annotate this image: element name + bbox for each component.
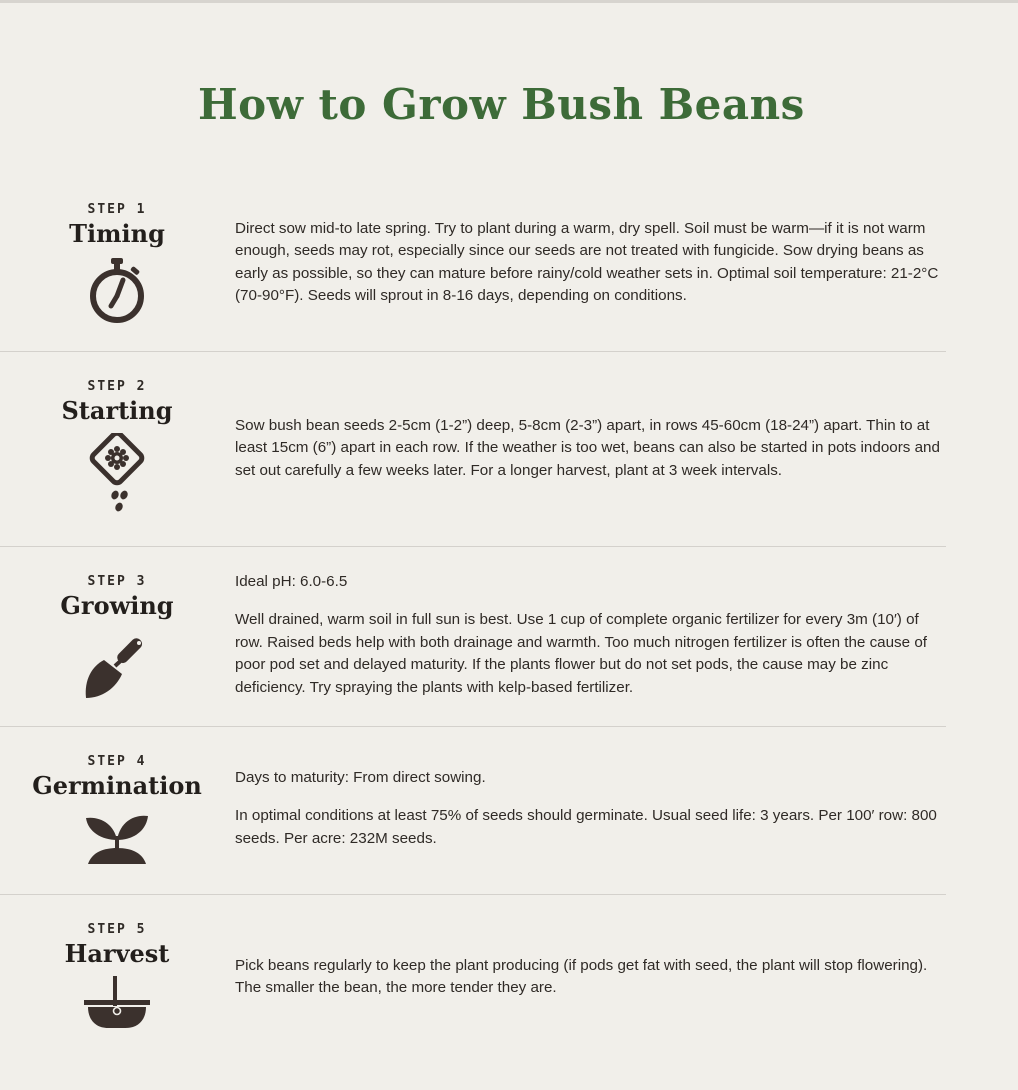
step-4-header xyxy=(0,754,234,864)
step-1-header xyxy=(0,202,234,326)
step-2-header xyxy=(0,379,234,515)
seed-packet-icon xyxy=(82,433,152,515)
divider xyxy=(0,894,946,895)
step-5-header xyxy=(0,922,234,1032)
step-name: Germination xyxy=(32,771,202,800)
step-label: STEP 5 xyxy=(87,922,147,937)
step-paragraph: Ideal pH: 6.0-6.5 xyxy=(235,573,348,590)
step-label: STEP 2 xyxy=(87,379,147,394)
step-label: STEP 1 xyxy=(87,202,147,217)
step-name: Harvest xyxy=(64,939,170,968)
step-name: Growing xyxy=(60,591,174,620)
page-title: How to Grow Bush Beans xyxy=(198,80,805,129)
step-paragraph: Direct sow mid-to late spring. Try to plant during a warm, dry spell. Soil must be warm—if it is not warm enough, seeds may rot, especially since our seeds are not treated with fungicide. Sow drying beans as early as possible, so they can mature before rainy/cold weather sets in. Optimal soil temperature: 21-2°C (70-90°F). Seeds will sprout in 8-16 days, depending on conditions. xyxy=(235,220,939,305)
trowel-icon xyxy=(82,628,152,702)
step-paragraph: In optimal conditions at least 75% of seeds should germinate. Usual seed life: 3 years. Per 100′ row: 800 seeds. Per acre: 232M seeds. xyxy=(235,807,937,847)
basket-icon xyxy=(82,976,152,1032)
divider xyxy=(0,546,946,547)
stopwatch-icon xyxy=(87,256,147,326)
divider xyxy=(0,726,946,727)
step-paragraph: Days to maturity: From direct sowing. xyxy=(235,769,486,786)
step-label: STEP 3 xyxy=(87,574,147,589)
divider xyxy=(0,351,946,352)
sprout-icon xyxy=(84,808,150,864)
step-paragraph: Well drained, warm soil in full sun is best. Use 1 cup of complete organic fertilizer for every 3m (10′) of row. Raised beds help with both drainage and warmth. Too much nitrogen fertilizer is often the cause of poor pod set and delayed maturity. If the plants flower but do not set pods, the cause may be zinc deficiency. Try spraying the plants with kelp-based fertilizer. xyxy=(235,611,927,696)
step-name: Starting xyxy=(61,396,173,425)
step-paragraph: Sow bush bean seeds 2-5cm (1-2”) deep, 5-8cm (2-3”) apart, in rows 45-60cm (18-24”) apart. Thin to at least 15cm (6”) apart in each row. If the weather is too wet, beans can also be started in pots indoors and set out carefully a few weeks later. For a longer harvest, plant at 3 week intervals. xyxy=(235,417,940,479)
step-label: STEP 4 xyxy=(87,754,147,769)
step-paragraph: Pick beans regularly to keep the plant producing (if pods get fat with seed, the plant will stop flowering). The smaller the bean, the more tender they are. xyxy=(235,957,928,997)
step-3-description xyxy=(235,571,941,699)
step-name: Timing xyxy=(69,219,165,248)
step-5-description xyxy=(235,955,941,1000)
step-4-description xyxy=(235,767,941,850)
step-2-description xyxy=(235,415,941,482)
step-1-description xyxy=(235,218,941,308)
step-3-header xyxy=(0,574,234,702)
top-border xyxy=(0,0,1018,3)
